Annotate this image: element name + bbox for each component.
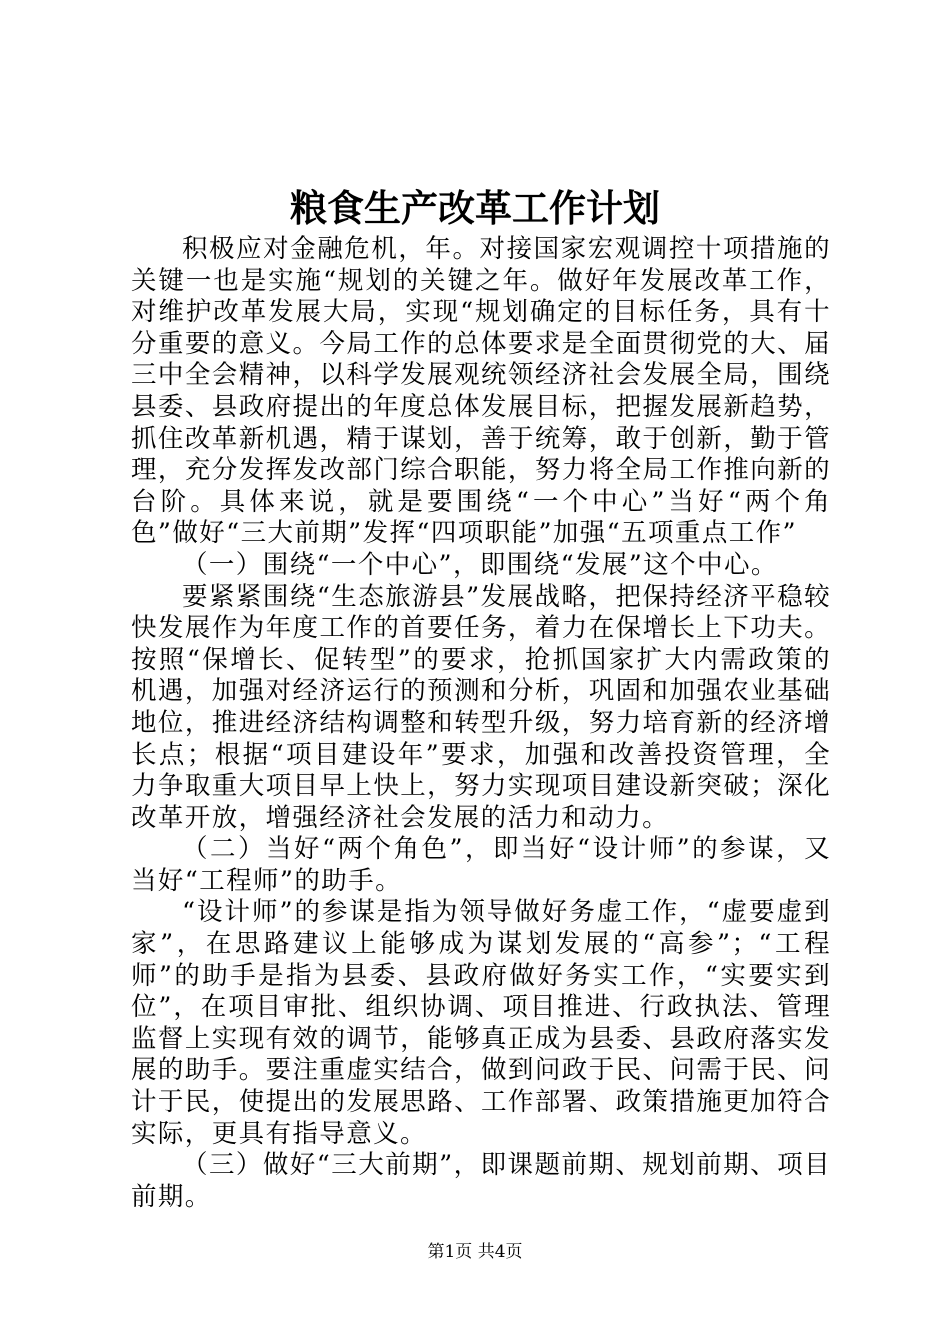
paragraph-heading-1: （一）围绕“一个中心”，即围绕“发展”这个中心。 — [182, 549, 778, 580]
paragraph-section-2: “设计师”的参谋是指为领导做好务虚工作，“虚要虚到家”，在思路建议上能够成为谋划发展的“高参”；“工程师”的助手是指为县委、县政府做好务实工作，“实要实到位”，在项目审批、组织协调、项目推进、行政执法、管理监督上实现有效的调节，能够真正成为县委、县政府落实发展的助手。要注重虚实结合，做到问政于民、问需于民、问计于民，使提出的发展思路、工作部署、政策措施更加符合实际，更具有指导意义。 — [131, 897, 831, 1149]
page-footer: 第1页 共4页 — [427, 1242, 523, 1262]
paragraph-heading-2: （二）当好“两个角色”，即当好“设计师”的参谋，又当好“工程师”的助手。 — [131, 834, 831, 896]
paragraph-intro: 积极应对金融危机，年。对接国家宏观调控十项措施的关键一也是实施“规划的关键之年。做好年发展改革工作，对维护改革发展大局，实现“规划确定的目标任务，具有十分重要的意义。今局工作的总体要求是全面贯彻党的大、届三中全会精神，以科学发展观统领经济社会发展全局，围绕县委、县政府提出的年度总体发展目标，把握发展新趋势，抓住改革新机遇，精于谋划，善于统筹，敢于创新，勤于管理，充分发挥发改部门综合职能，努力将全局工作推向新的台阶。具体来说，就是要围绕“一个中心”当好“两个角色”做好“三大前期”发挥“四项职能”加强“五项重点工作” — [131, 234, 831, 549]
paragraph-section-1: 要紧紧围绕“生态旅游县”发展战略，把保持经济平稳较快发展作为年度工作的首要任务，着力在保增长上下功夫。按照“保增长、促转型”的要求，抢抓国家扩大内需政策的机遇，加强对经济运行的预测和分析，巩固和加强农业基础地位，推进经济结构调整和转型升级，努力培育新的经济增长点；根据“项目建设年”要求，加强和改善投资管理，全力争取重大项目早上快上，努力实现项目建设新突破；深化改革开放，增强经济社会发展的活力和动力。 — [131, 581, 831, 833]
document-body — [131, 234, 831, 1213]
document-title: 粮食生产改革工作计划 — [290, 186, 660, 230]
paragraph-heading-3: （三）做好“三大前期”，即课题前期、规划前期、项目前期。 — [131, 1150, 831, 1212]
